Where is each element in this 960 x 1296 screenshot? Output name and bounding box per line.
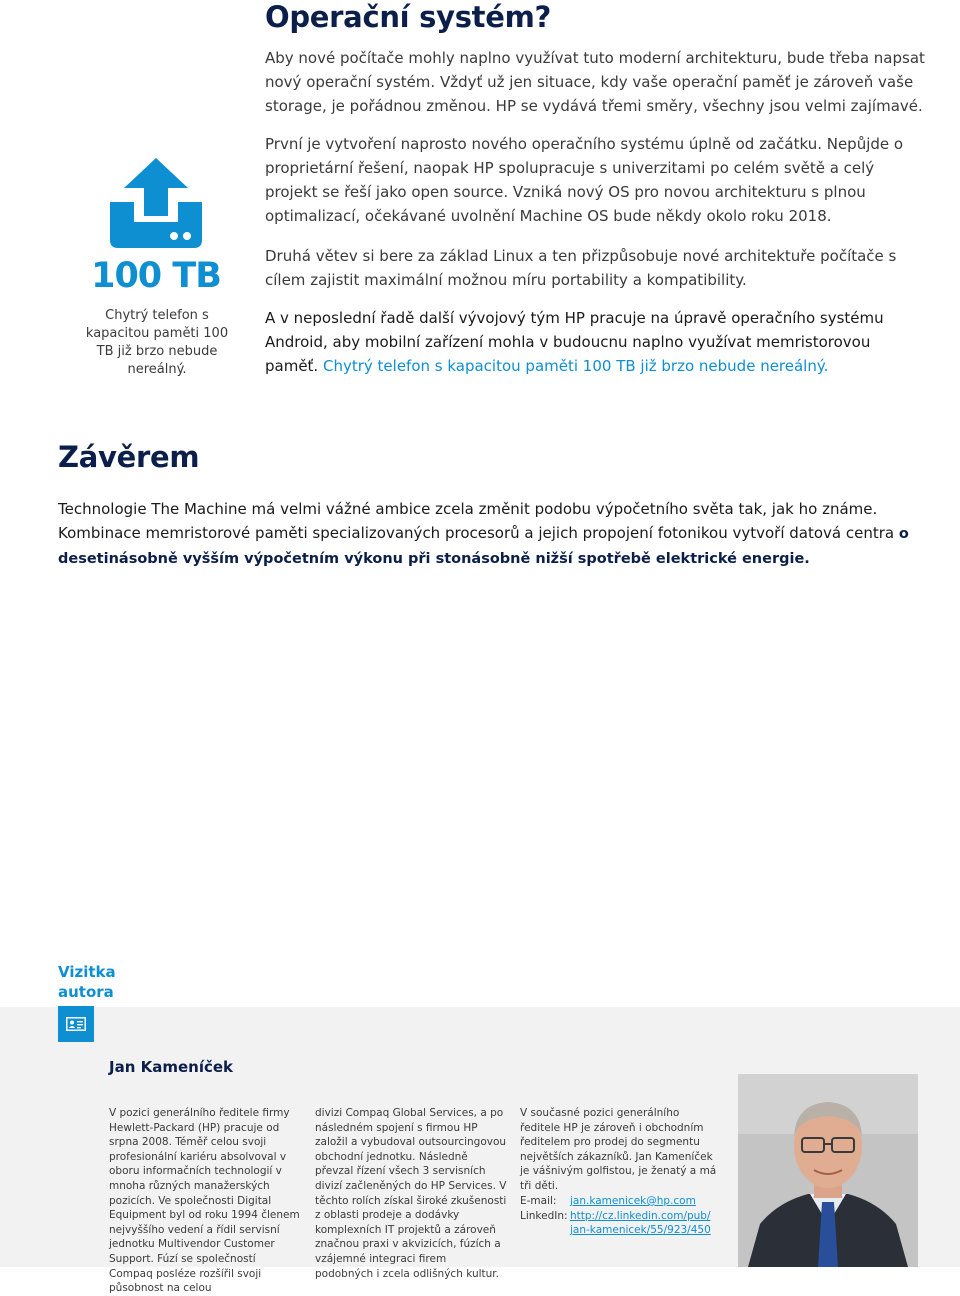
author-bio-column-2: divizi Compaq Global Services, a po následném spojení s firmou HP založil a vybudoval outsourcingovou obchodní jednotku. Následně převzal řízení všech 3 servisních divizí začleněných do HP Services. V těchto rolích získal široké zkušenosti z oblasti prodeje a dodávky komplexních IT projektů a zároveň značnou praxi v akvizicích, fúzích a vzájemné integraci firem podobných i zcela odlišných kultur.	[315, 1107, 507, 1280]
paragraph-android-highlight: Chytrý telefon s kapacitou paměti 100 TB již brzo nebude nereálný.	[322, 357, 829, 375]
conclusion-bold-text: o desetinásobně vyšším výpočetním výkonu při stonásobně nižší spotřebě elektrické energie.	[58, 526, 909, 567]
author-tag	[58, 962, 116, 1002]
author-tag-line1: Vizitka	[58, 963, 116, 981]
upload-storage-icon	[110, 158, 202, 248]
id-card-icon	[58, 1006, 94, 1042]
email-label: E-mail:	[520, 1195, 557, 1207]
linkedin-label: LinkedIn:	[520, 1209, 568, 1222]
author-photo	[738, 1074, 918, 1267]
linkedin-link[interactable]	[570, 1209, 711, 1238]
author-name: Jan Kameníček	[109, 1058, 234, 1076]
contact-linkedin-row	[520, 1209, 711, 1238]
paragraph-new-os: První je vytvoření naprosto nového operačního systému úplně od začátku. Nepůjde o proprietární řešení, naopak HP spolupracuje s univerzitami po celém světě a celý projekt se řeší jako open source. Vzniká nový OS pro novou architekturu s plnou optimalizací, očekávané uvolnění Machine OS bude někdy okolo roku 2018.	[265, 135, 904, 225]
author-bio-column-1: V pozici generálního ředitele firmy Hewlett-Packard (HP) pracuje od srpna 2008. Téměř celou svoji profesionální kariéru absolvoval v oboru informačních technologií v mnoha různých manažerských pozicích. Ve společnosti Digital Equipment byl od roku 1994 členem nejvyššího vedení a řídil servisní jednotku Multivendor Customer Support. Fúzí se společností Compaq posléze rozšířil svoji působnost na celou	[109, 1107, 300, 1295]
contact-email-row	[520, 1194, 711, 1209]
author-contact	[520, 1194, 711, 1238]
section-heading-conclusion: Závěrem	[58, 440, 200, 474]
email-link[interactable]: jan.kamenicek@hp.com	[570, 1195, 696, 1207]
paragraph-linux: Druhá větev si bere za základ Linux a ten přizpůsobuje nové architektuře počítače s cílem zajistit maximální možnou míru portability a kompatibility.	[265, 247, 897, 289]
author-bio-column-3: V současné pozici generálního ředitele HP je zároveň i obchodním ředitelem pro prodej do segmentu největších zákazníků. Jan Kameníček je vášnivým golfistou, je ženatý a má tři děti.	[520, 1107, 717, 1192]
stat-value: 100 TB	[91, 256, 221, 296]
linkedin-link-line2: jan-kamenicek/55/923/450	[570, 1224, 711, 1237]
stat-caption: Chytrý telefon s kapacitou paměti 100 TB již brzo nebude nereálný.	[85, 308, 229, 377]
section-heading-os: Operační systém?	[265, 0, 552, 34]
author-tag-line2: autora	[58, 983, 114, 1001]
intro-paragraph: Aby nové počítače mohly naplno využívat tuto moderní architekturu, bude třeba napsat nový operační systém. Vždyť už jen situace, kdy vaše operační paměť je zároveň vaše storage, je pořádnou změnou. HP se vydává třemi směry, všechny jsou velmi zajímavé.	[265, 49, 925, 115]
paragraph-android-text: A v neposlední řadě další vývojový tým HP pracuje na úpravě operačního systému Android, aby mobilní zařízení mohla v budoucnu naplno využívat memristorovou paměť.	[265, 309, 884, 375]
conclusion-paragraph	[58, 497, 928, 571]
conclusion-text: Technologie The Machine má velmi vážné ambice zcela změnit podobu výpočetního světa tak, jak ho známe. Kombinace memristorové paměti specializovaných procesorů a jejich propojení fotonikou vytvoří datová centra	[58, 500, 895, 542]
linkedin-link-line1: http://cz.linkedin.com/pub/	[570, 1209, 711, 1222]
paragraph-android	[265, 306, 925, 378]
